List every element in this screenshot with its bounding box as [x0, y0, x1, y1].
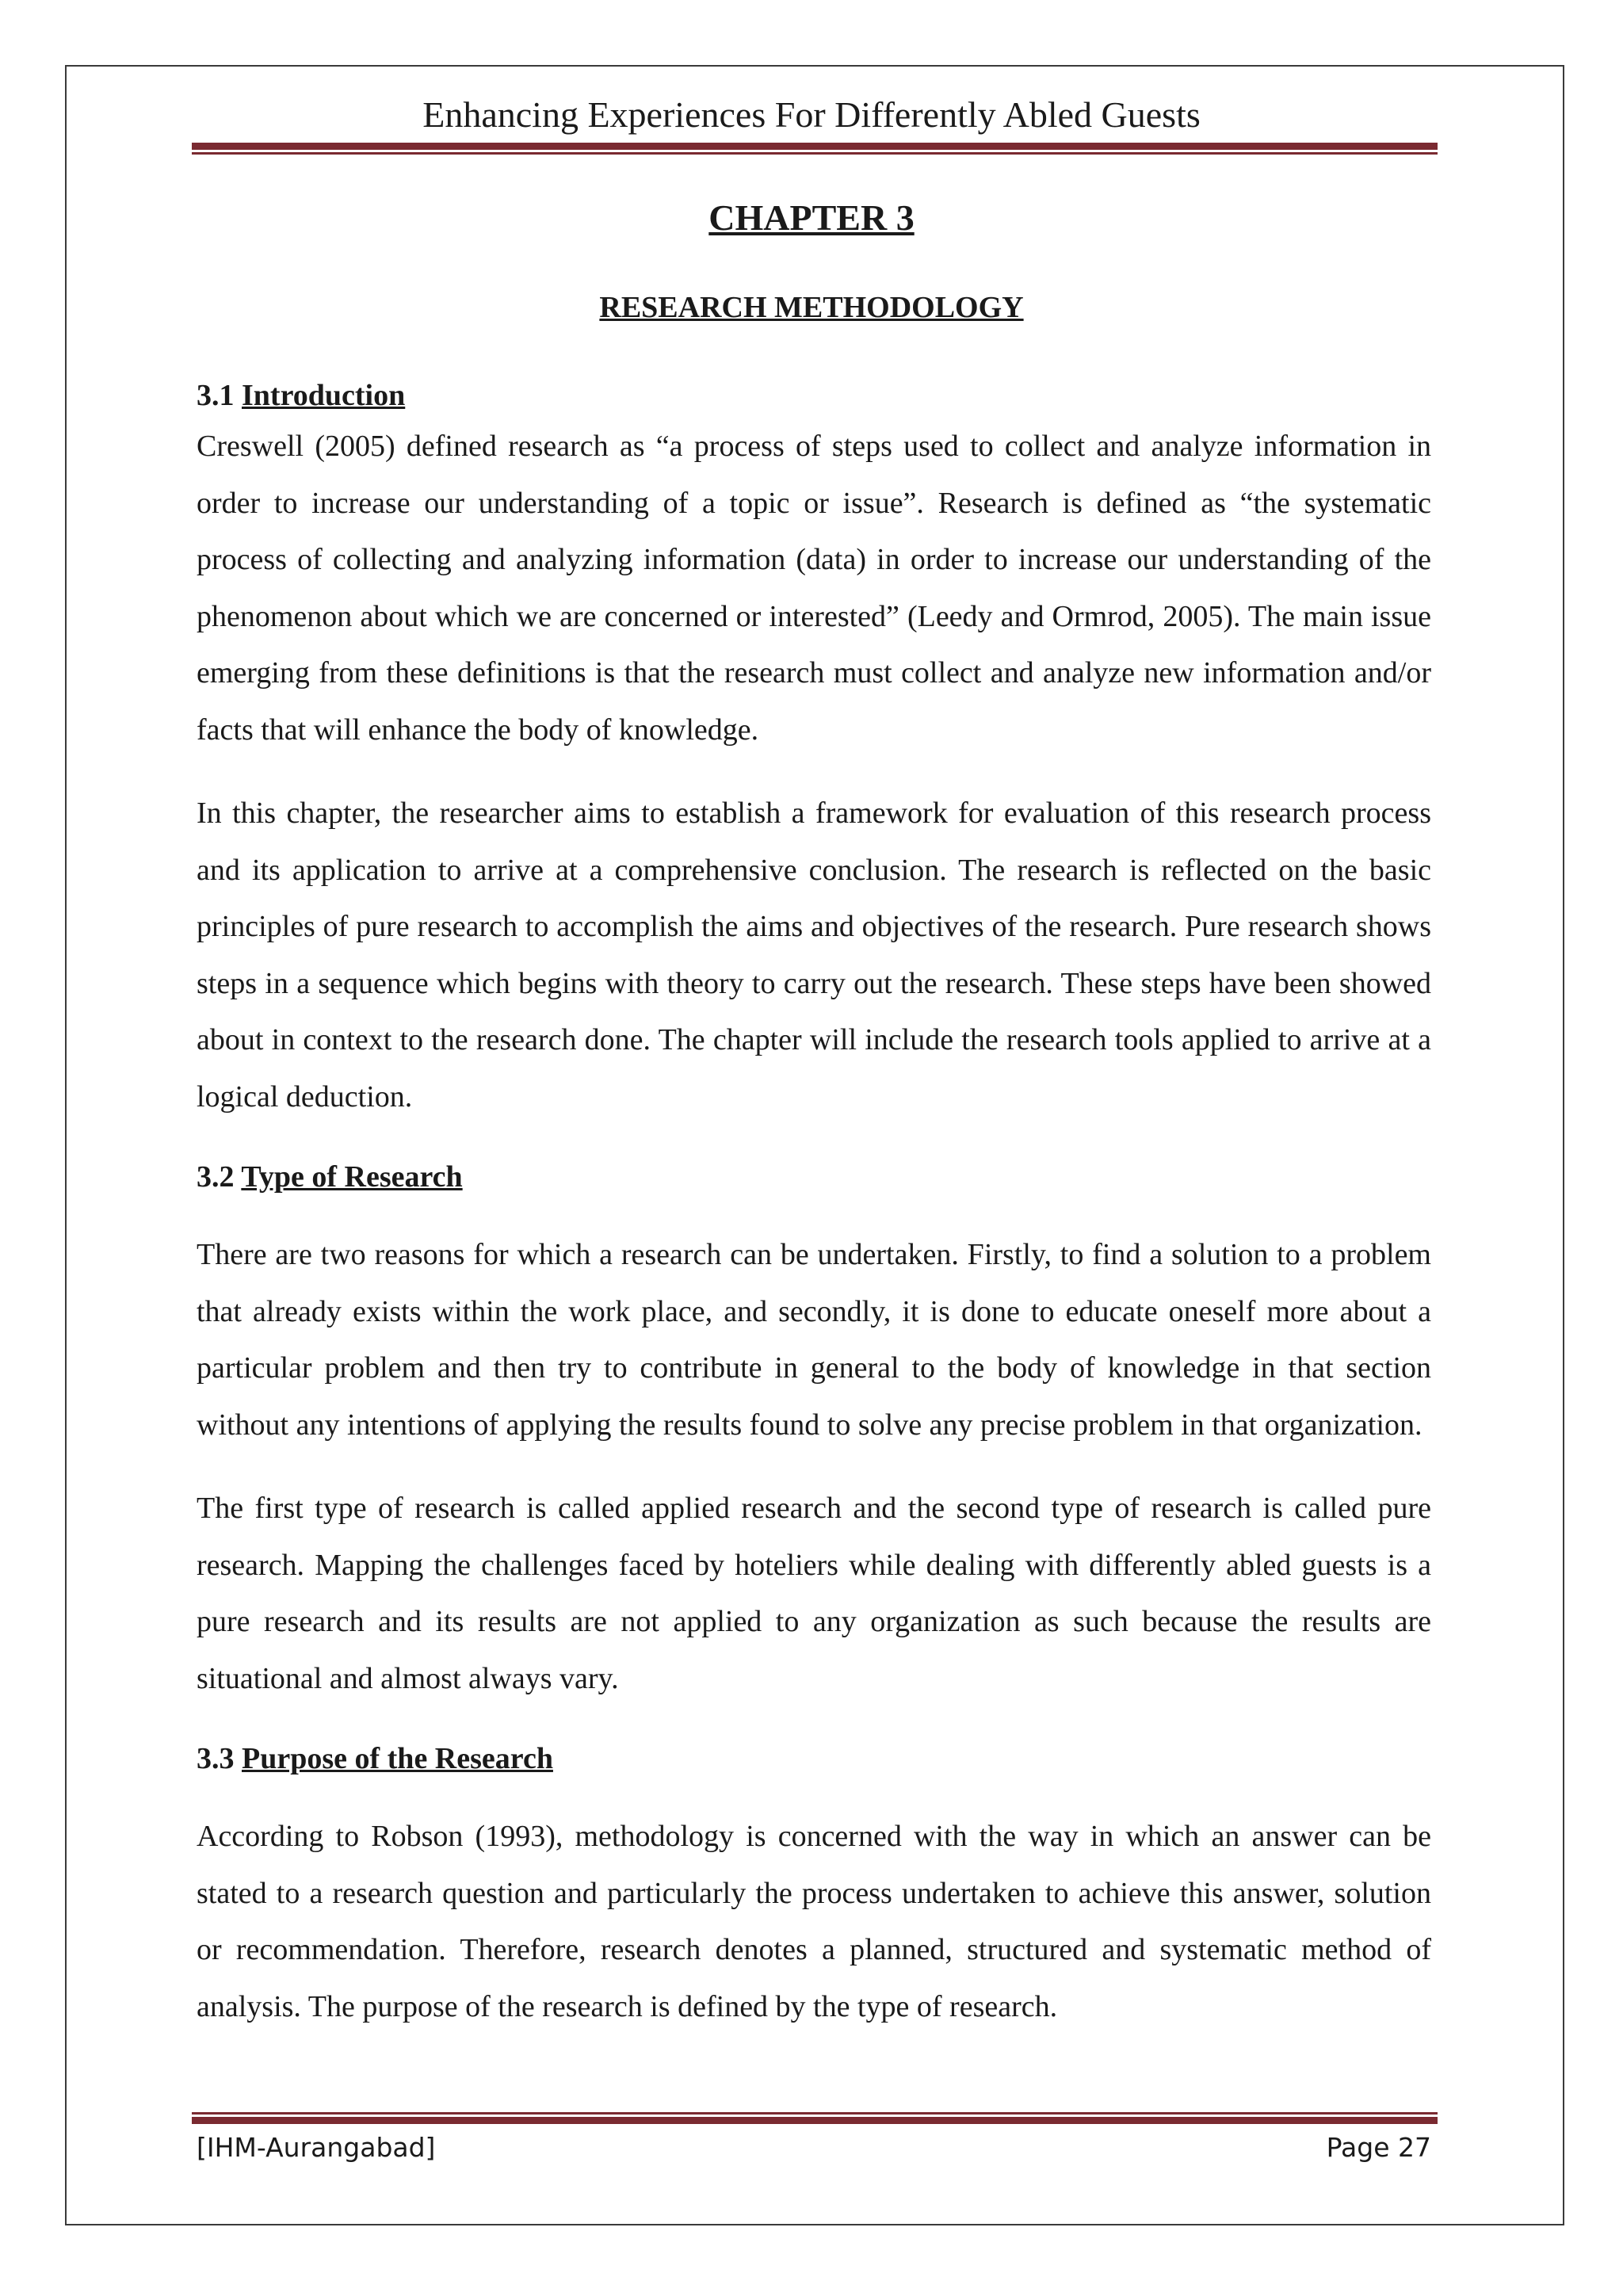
section-heading-3-1: 3.1 Introduction: [197, 379, 406, 412]
paragraph: Creswell (2005) defined research as “a process of steps used to collect and analyze information in order to increase our understanding of a topic or issue”. Research is defined as “the systematic process of collecting and analyzing information (data) in order to increase our understanding of the phenomenon about which we are concerned or interested” (Leedy and Ormrod, 2005). The main issue emerging from these definitions is that the research must collect and analyze new information and/or facts that will enhance the body of knowledge.: [197, 430, 1431, 747]
footer-rule: [192, 2112, 1438, 2124]
paragraph: In this chapter, the researcher aims to establish a framework for evaluation of this research process and its application to arrive at a comprehensive conclusion. The research is reflected on the basic principles of pure research to accomplish the aims and objectives of the research. Pure research shows steps in a sequence which begins with theory to carry out the research. These steps have been showed about in context to the research done. The chapter will include the research tools applied to arrive at a logical deduction.: [197, 797, 1431, 1114]
running-header: Enhancing Experiences For Differently Abled Guests: [422, 94, 1201, 135]
main-content: [197, 372, 1431, 2035]
section-heading-3-2: 3.2 Type of Research: [197, 1160, 463, 1194]
header-rule: [192, 143, 1438, 155]
footer-institution: [IHM-Aurangabad]: [197, 2132, 436, 2163]
paragraph: The first type of research is called applied research and the second type of research is called pure research. Mapping the challenges faced by hoteliers while dealing with differently abled guests is a pure research and its results are not applied to any organization as such because the results are situational and almost always vary.: [197, 1492, 1431, 1695]
chapter-title: RESEARCH METHODOLOGY: [599, 291, 1024, 324]
page-number: Page 27: [1326, 2132, 1431, 2163]
paragraph: There are two reasons for which a research can be undertaken. Firstly, to find a solution to a problem that already exists within the work place, and secondly, it is done to educate oneself more about a particular problem and then try to contribute in general to the body of knowledge in that section without any intentions of applying the results found to solve any precise problem in that organization.: [197, 1238, 1431, 1442]
paragraph: According to Robson (1993), methodology is concerned with the way in which an answer can be stated to a research question and particularly the process undertaken to achieve this answer, solution or recommendation. Therefore, research denotes a planned, structured and systematic method of analysis. The purpose of the research is defined by the type of research.: [197, 1820, 1431, 2023]
chapter-number: CHAPTER 3: [708, 197, 915, 238]
section-heading-3-3: 3.3 Purpose of the Research: [197, 1742, 553, 1775]
